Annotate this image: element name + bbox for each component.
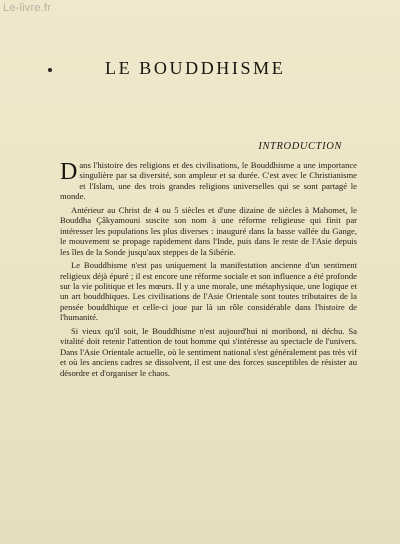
section-heading: INTRODUCTION: [258, 141, 342, 152]
paragraph-1: [60, 160, 357, 202]
bullet-mark: [48, 68, 52, 72]
watermark: Le-livre.fr: [3, 2, 52, 14]
paragraph-3: Le Bouddhisme n'est pas uniquement la manifestation ancienne d'un sentiment religieux déjà épuré ; il est encore une réforme sociale et son influence a été profonde sur la vie politique et les mœurs. Il y a une morale, une métaphysique, une logique et un art bouddhiques. Les civilisations de l'Asie Orientale sont toutes tributaires de la pensée bouddhique et celle-ci joue par là un rôle considérable dans l'histoire de l'humanité.: [60, 260, 357, 323]
paragraph-1-text: ans l'histoire des religions et des civilisations, le Bouddhisme a une importance singulière par sa diversité, son ampleur et sa durée. C'est avec le Christianisme et l'Islam, une des trois grandes religions universelles qui se sont partagé le monde.: [60, 160, 357, 202]
chapter-title: LE BOUDDHISME: [105, 58, 286, 78]
paragraph-4: Si vieux qu'il soit, le Bouddhisme n'est aujourd'hui ni moribond, ni déchu. Sa vitalité doit retenir l'attention de tout homme qui s'intéresse au spectacle de l'univers. Dans l'Asie Orientale actuelle, où le sentiment national s'est généralement pas très vif et où les anciens cadres se dissolvent, il est une des forces susceptibles de résister au désordre et d'organiser le chaos.: [60, 325, 357, 378]
drop-cap: D: [60, 159, 78, 185]
body-text: [60, 160, 357, 381]
paragraph-2: Antérieur au Christ de 4 ou 5 siècles et d'une dizaine de siècles à Mahomet, le Bouddha Çâkyamouni suscite son nom à une réforme religieuse qui finit par intéresser les populations les plus diverses : inauguré dans la basse vallée du Gange, le mouvement se propage rapidement dans l'Inde, puis dans le reste de l'Asie depuis les îles de la Sonde jusqu'aux steppes de la Sibérie.: [60, 204, 357, 257]
